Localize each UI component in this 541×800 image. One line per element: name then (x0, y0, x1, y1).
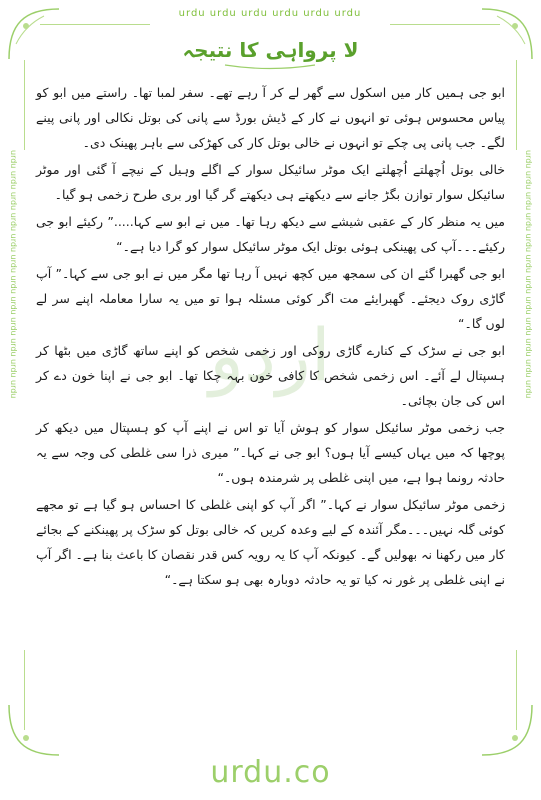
header-decor-band: urdu urdu urdu urdu urdu urdu (178, 8, 362, 19)
footer-site-logo: urdu.co (210, 755, 331, 790)
left-top-border-line (24, 60, 25, 150)
paragraph: خالی بوتل اُچھلتے اُچھلتے ایک موٹر سائیکل سوار کے اگلے وہیل کے نیچے آ گئی اور موٹر سائیکل سوار توازن بگڑ جانے سے دیکھتے ہی دیکھتے گر گیا اور بری طرح زخمی ہو گیا۔ (36, 162, 505, 202)
svg-text:اردو: اردو (209, 313, 331, 397)
right-decor-band: urdu urdu urdu urdu urdu urdu urdu urdu urdu urdu urdu urdu (524, 150, 533, 399)
corner-flourish-icon (4, 700, 64, 760)
paragraph: جب زخمی موٹر سائیکل سوار کو ہوش آیا تو اس نے اپنے آپ کو ہسپتال میں دیکھ کر پوچھا کہ میں یہاں کیسے آیا ہوں؟ ابو جی نے کہا۔” میری ذرا سی غلطی کی وجہ سے یہ حادثہ رونما ہوا ہے، میں اپنی غلطی پر شرمندہ ہوں۔“ (36, 420, 505, 485)
corner-flourish-icon (477, 700, 537, 760)
paragraph: ابو جی ہمیں کار میں اسکول سے گھر لے کر آ رہے تھے۔ سفر لمبا تھا۔ راستے میں ابو کو پیاس محسوس ہوئی تو انہوں نے کار کے ڈیش بورڈ سے پانی کی بوتل نکالی اور پانی پینے لگے۔ جب پانی پی چکے تو انہوں نے خالی بوتل کار کی کھڑکی سے باہر پھینک دی۔ (36, 85, 505, 150)
page-title: لا پرواہی کا نتیجہ (182, 38, 359, 62)
title-underline-flourish-icon (220, 60, 320, 70)
right-top-border-line (516, 60, 517, 150)
paragraph: زخمی موٹر سائیکل سوار نے کہا۔” اگر آپ کو اپنی غلطی کا احساس ہو گیا ہے تو مجھے کوئی گلہ نہیں۔۔۔مگر آئندہ کے لیے وعدہ کریں کہ خالی بوتل کو سڑک پر پھینکنے کے بجائے کار میں رکھنا نہ بھولیں گے۔ کیونکہ آپ کا یہ رویہ کس قدر نقصان کا باعث بنا ہے۔ اگر آپ نے اپنی غلطی پر غور نہ کیا تو یہ حادثہ دوبارہ بھی ہو سکتا ہے۔“ (36, 497, 505, 587)
story-body (36, 80, 505, 594)
left-decor-band: urdu urdu urdu urdu urdu urdu urdu urdu urdu urdu urdu urdu (9, 150, 18, 399)
paragraph: ابو جی نے سڑک کے کنارے گاڑی روکی اور زخمی شخص کو اپنے ساتھ گاڑی میں بٹھا کر ہسپتال لے آئے۔ اس زخمی شخص کا کافی خون بہہ چکا تھا۔ ابو جی نے اپنا خون دے کر اس کی جان بچائی۔ (36, 343, 505, 408)
paragraph: ابو جی گھبرا گئے ان کی سمجھ میں کچھ نہیں آ رہا تھا مگر میں نے ابو جی سے کہا۔” آپ گاڑی روک دیجئے۔ گھبرایئے مت اگر کوئی مسئلہ ہوا تو میں یہ سارا معاملہ اپنے سر لے لوں گا۔“ (36, 266, 505, 331)
paragraph: میں یہ منظر کار کے عقبی شیشے سے دیکھ رہا تھا۔ میں نے ابو سے کہا.....” رکیئے ابو جی رکیئے۔۔۔آپ کی پھینکی ہوئی بوتل ایک موٹر سائیکل سوار کو گرا دیا ہے۔“ (36, 214, 505, 254)
